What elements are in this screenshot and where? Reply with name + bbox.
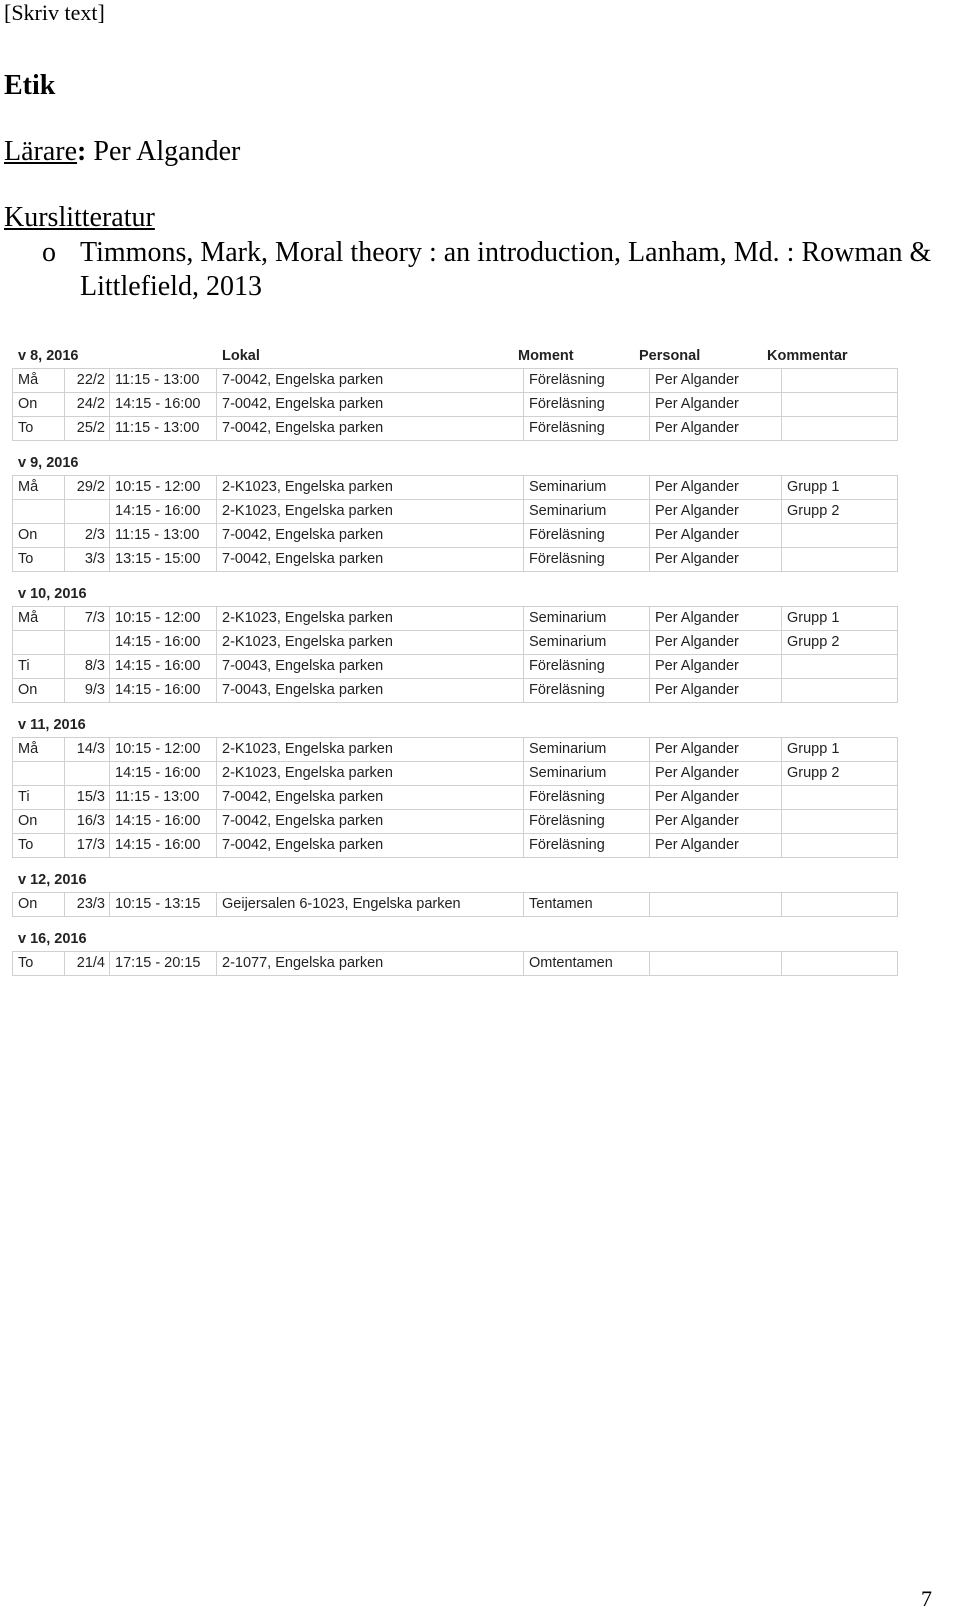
week-header	[12, 344, 898, 368]
cell-moment: Seminarium	[524, 500, 650, 523]
cell-moment: Föreläsning	[524, 524, 650, 547]
bullet-icon: o	[42, 237, 56, 268]
cell-kommentar	[782, 786, 898, 809]
cell-kommentar	[782, 417, 898, 440]
cell-kommentar	[782, 548, 898, 571]
cell-lokal: 7-0042, Engelska parken	[217, 786, 524, 809]
cell-lokal: 2-K1023, Engelska parken	[217, 500, 524, 523]
cell-kommentar	[782, 810, 898, 833]
cell-moment: Föreläsning	[524, 679, 650, 702]
table-row	[13, 369, 898, 393]
week-block	[12, 475, 898, 572]
cell-kommentar: Grupp 1	[782, 738, 898, 761]
cell-time: 14:15 - 16:00	[110, 762, 217, 785]
week-header	[12, 582, 898, 606]
cell-date: 22/2	[65, 369, 110, 392]
table-row	[13, 655, 898, 679]
cell-personal: Per Algander	[650, 369, 782, 392]
cell-personal: Per Algander	[650, 655, 782, 678]
page-title: Etik	[4, 70, 56, 101]
cell-moment: Tentamen	[524, 893, 650, 916]
cell-time: 10:15 - 12:00	[110, 476, 217, 499]
table-row	[13, 738, 898, 762]
cell-date	[65, 762, 110, 785]
cell-moment: Föreläsning	[524, 417, 650, 440]
week-label: v 9, 2016	[18, 455, 79, 471]
cell-day	[13, 762, 65, 785]
week-header	[12, 451, 898, 475]
cell-day: Må	[13, 738, 65, 761]
cell-kommentar: Grupp 1	[782, 607, 898, 630]
teacher-colon: :	[77, 136, 87, 167]
cell-date: 29/2	[65, 476, 110, 499]
cell-lokal: Geijersalen 6-1023, Engelska parken	[217, 893, 524, 916]
cell-date: 15/3	[65, 786, 110, 809]
cell-day: To	[13, 548, 65, 571]
cell-moment: Föreläsning	[524, 786, 650, 809]
cell-lokal: 2-K1023, Engelska parken	[217, 738, 524, 761]
cell-lokal: 2-K1023, Engelska parken	[217, 476, 524, 499]
cell-time: 11:15 - 13:00	[110, 786, 217, 809]
cell-date: 16/3	[65, 810, 110, 833]
cell-time: 14:15 - 16:00	[110, 655, 217, 678]
cell-moment: Föreläsning	[524, 655, 650, 678]
cell-moment: Seminarium	[524, 762, 650, 785]
cell-kommentar	[782, 952, 898, 975]
cell-day: On	[13, 679, 65, 702]
cell-moment: Föreläsning	[524, 548, 650, 571]
cell-personal: Per Algander	[650, 417, 782, 440]
cell-lokal: 7-0042, Engelska parken	[217, 369, 524, 392]
cell-moment: Seminarium	[524, 607, 650, 630]
cell-day: On	[13, 524, 65, 547]
teacher-name: Per Algander	[93, 136, 241, 167]
cell-lokal: 7-0042, Engelska parken	[217, 524, 524, 547]
week-label: v 8, 2016	[18, 348, 79, 364]
cell-kommentar	[782, 893, 898, 916]
cell-date: 24/2	[65, 393, 110, 416]
week-header	[12, 868, 898, 892]
cell-personal: Per Algander	[650, 679, 782, 702]
cell-day: To	[13, 417, 65, 440]
table-row	[13, 952, 898, 976]
cell-kommentar	[782, 369, 898, 392]
header-placeholder: [Skriv text]	[4, 0, 105, 25]
cell-date: 25/2	[65, 417, 110, 440]
cell-personal: Per Algander	[650, 524, 782, 547]
cell-kommentar	[782, 834, 898, 857]
column-header-personal: Personal	[639, 348, 701, 364]
table-row	[13, 834, 898, 858]
cell-lokal: 2-K1023, Engelska parken	[217, 762, 524, 785]
column-header-kommentar: Kommentar	[767, 348, 848, 364]
cell-time: 14:15 - 16:00	[110, 834, 217, 857]
week-block	[12, 368, 898, 441]
cell-lokal: 7-0043, Engelska parken	[217, 679, 524, 702]
table-row	[13, 631, 898, 655]
cell-moment: Föreläsning	[524, 393, 650, 416]
cell-lokal: 2-K1023, Engelska parken	[217, 631, 524, 654]
cell-day: Må	[13, 607, 65, 630]
cell-time: 17:15 - 20:15	[110, 952, 217, 975]
cell-time: 14:15 - 16:00	[110, 810, 217, 833]
cell-lokal: 7-0042, Engelska parken	[217, 417, 524, 440]
cell-day: Ti	[13, 655, 65, 678]
cell-time: 14:15 - 16:00	[110, 679, 217, 702]
table-row	[13, 679, 898, 703]
cell-kommentar	[782, 655, 898, 678]
cell-date	[65, 631, 110, 654]
cell-lokal: 7-0042, Engelska parken	[217, 810, 524, 833]
cell-day: On	[13, 810, 65, 833]
cell-moment: Seminarium	[524, 476, 650, 499]
week-block	[12, 737, 898, 858]
schedule-table	[12, 344, 898, 986]
cell-date: 7/3	[65, 607, 110, 630]
cell-personal: Per Algander	[650, 607, 782, 630]
cell-moment: Seminarium	[524, 738, 650, 761]
cell-lokal: 2-1077, Engelska parken	[217, 952, 524, 975]
cell-personal: Per Algander	[650, 631, 782, 654]
cell-personal: Per Algander	[650, 548, 782, 571]
cell-day: On	[13, 893, 65, 916]
week-header	[12, 927, 898, 951]
cell-date: 3/3	[65, 548, 110, 571]
teacher-line	[4, 136, 240, 168]
column-header-moment: Moment	[518, 348, 574, 364]
cell-personal	[650, 893, 782, 916]
table-row	[13, 476, 898, 500]
table-row	[13, 762, 898, 786]
cell-time: 10:15 - 12:00	[110, 738, 217, 761]
cell-lokal: 7-0043, Engelska parken	[217, 655, 524, 678]
cell-personal: Per Algander	[650, 476, 782, 499]
cell-lokal: 7-0042, Engelska parken	[217, 393, 524, 416]
table-row	[13, 393, 898, 417]
cell-personal	[650, 952, 782, 975]
cell-day: Ti	[13, 786, 65, 809]
cell-kommentar	[782, 393, 898, 416]
cell-date: 8/3	[65, 655, 110, 678]
cell-moment: Föreläsning	[524, 369, 650, 392]
cell-time: 13:15 - 15:00	[110, 548, 217, 571]
cell-date: 21/4	[65, 952, 110, 975]
cell-day: To	[13, 952, 65, 975]
cell-date: 2/3	[65, 524, 110, 547]
cell-kommentar: Grupp 2	[782, 631, 898, 654]
cell-day: Må	[13, 369, 65, 392]
cell-personal: Per Algander	[650, 834, 782, 857]
cell-time: 10:15 - 12:00	[110, 607, 217, 630]
cell-kommentar	[782, 679, 898, 702]
cell-date: 17/3	[65, 834, 110, 857]
table-row	[13, 500, 898, 524]
cell-kommentar: Grupp 2	[782, 500, 898, 523]
week-block	[12, 606, 898, 703]
teacher-label: Lärare	[4, 136, 78, 167]
page-number: 7	[921, 1586, 932, 1611]
cell-moment: Föreläsning	[524, 834, 650, 857]
cell-day: Må	[13, 476, 65, 499]
cell-kommentar: Grupp 2	[782, 762, 898, 785]
cell-day: On	[13, 393, 65, 416]
cell-moment: Seminarium	[524, 631, 650, 654]
week-block	[12, 892, 898, 917]
cell-kommentar	[782, 524, 898, 547]
cell-day	[13, 500, 65, 523]
table-row	[13, 548, 898, 572]
literature-item	[42, 236, 952, 304]
literature-item-text: Timmons, Mark, Moral theory : an introduction, Lanham, Md. : Rowman & Littlefield, 2013	[80, 237, 932, 302]
week-block	[12, 951, 898, 976]
cell-time: 14:15 - 16:00	[110, 500, 217, 523]
cell-day: To	[13, 834, 65, 857]
cell-moment: Föreläsning	[524, 810, 650, 833]
cell-personal: Per Algander	[650, 810, 782, 833]
table-row	[13, 417, 898, 441]
cell-date: 9/3	[65, 679, 110, 702]
cell-time: 11:15 - 13:00	[110, 524, 217, 547]
cell-personal: Per Algander	[650, 500, 782, 523]
week-label: v 11, 2016	[18, 717, 86, 733]
cell-personal: Per Algander	[650, 738, 782, 761]
cell-time: 14:15 - 16:00	[110, 393, 217, 416]
week-label: v 12, 2016	[18, 872, 87, 888]
cell-day	[13, 631, 65, 654]
cell-lokal: 7-0042, Engelska parken	[217, 548, 524, 571]
table-row	[13, 607, 898, 631]
column-header-lokal: Lokal	[222, 348, 260, 364]
cell-time: 14:15 - 16:00	[110, 631, 217, 654]
week-label: v 10, 2016	[18, 586, 87, 602]
cell-date: 14/3	[65, 738, 110, 761]
cell-personal: Per Algander	[650, 786, 782, 809]
table-row	[13, 786, 898, 810]
cell-personal: Per Algander	[650, 762, 782, 785]
table-row	[13, 524, 898, 548]
cell-personal: Per Algander	[650, 393, 782, 416]
literature-heading: Kurslitteratur	[4, 202, 155, 233]
cell-lokal: 2-K1023, Engelska parken	[217, 607, 524, 630]
cell-kommentar: Grupp 1	[782, 476, 898, 499]
cell-date	[65, 500, 110, 523]
table-row	[13, 810, 898, 834]
week-header	[12, 713, 898, 737]
cell-time: 11:15 - 13:00	[110, 417, 217, 440]
cell-date: 23/3	[65, 893, 110, 916]
cell-moment: Omtentamen	[524, 952, 650, 975]
cell-time: 11:15 - 13:00	[110, 369, 217, 392]
table-row	[13, 893, 898, 917]
week-label: v 16, 2016	[18, 931, 87, 947]
cell-time: 10:15 - 13:15	[110, 893, 217, 916]
cell-lokal: 7-0042, Engelska parken	[217, 834, 524, 857]
